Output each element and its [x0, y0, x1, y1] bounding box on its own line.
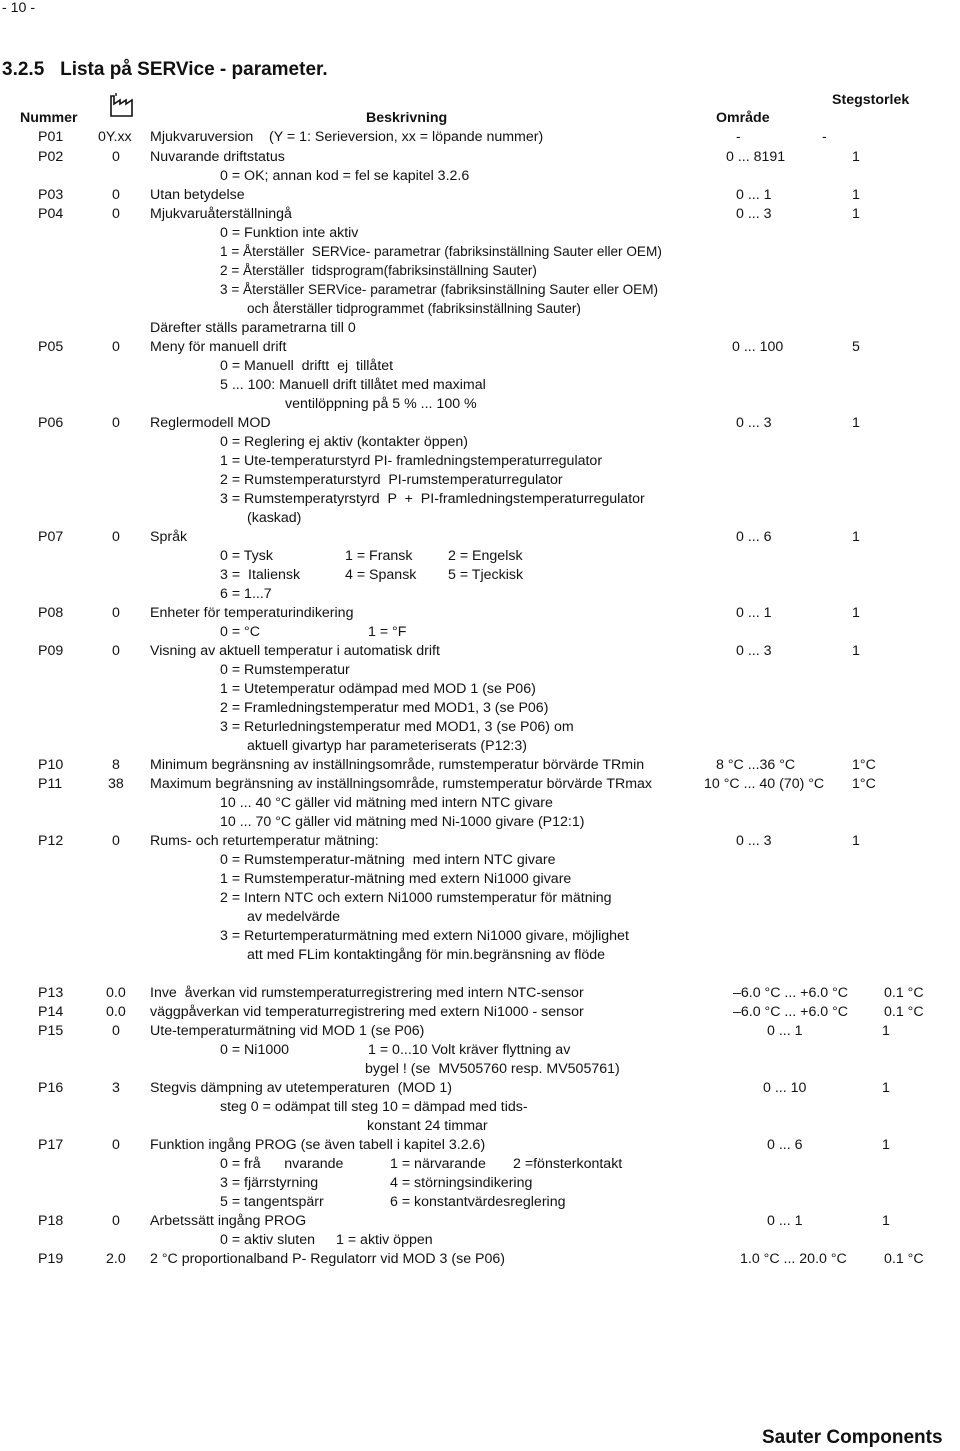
param-sub-line: och återställer tidprogrammet (fabriksinställning Sauter)	[247, 301, 581, 316]
param-sub-line: 0 = Ni1000	[220, 1042, 290, 1058]
param-default: 2.0	[106, 1251, 126, 1267]
param-default: 0	[112, 415, 120, 431]
factory-settings-icon	[108, 92, 140, 118]
param-range: -	[736, 129, 741, 145]
param-range: –6.0 °C ... +6.0 °C	[733, 1004, 849, 1020]
param-number: P19	[38, 1251, 64, 1267]
param-sub-line: 5 = Tjeckisk	[448, 567, 524, 583]
param-description: Nuvarande driftstatus	[150, 149, 285, 165]
param-default: 0	[112, 187, 120, 203]
param-description: Stegvis dämpning av utetemperaturen (MOD 1)	[150, 1080, 453, 1096]
param-default: 38	[108, 776, 124, 792]
param-sub-line: aktuell givartyp har parameteriserats (P12:3)	[247, 738, 527, 754]
param-number: P09	[38, 643, 64, 659]
param-range: 0 ... 1	[767, 1023, 803, 1039]
param-sub-line: 2 = Framledningstemperatur med MOD1, 3 (se P06)	[220, 700, 549, 716]
param-sub-line: 1 = °F	[368, 624, 407, 640]
param-step: 1	[852, 605, 860, 621]
column-header-nummer: Nummer	[20, 110, 78, 126]
param-description: Reglermodell MOD	[150, 415, 271, 431]
param-description: Rums- och returtemperatur mätning:	[150, 833, 379, 849]
param-step: 1	[882, 1023, 890, 1039]
param-sub-line: att med FLim kontaktingång för min.begränsning av flöde	[247, 947, 606, 963]
param-sub-line: Därefter ställs parametrarna till 0	[150, 320, 356, 336]
param-number: P03	[38, 187, 64, 203]
param-sub-line: 1 = Fransk	[345, 548, 413, 564]
param-number: P13	[38, 985, 64, 1001]
param-step: 1°C	[852, 757, 876, 773]
param-step: -	[822, 129, 827, 145]
param-default: 0	[112, 149, 120, 165]
param-sub-line: 5 ... 100: Manuell drift tillåtet med maximal	[220, 377, 486, 393]
param-range: 10 °C ... 40 (70) °C	[704, 776, 825, 792]
param-sub-line: steg 0 = odämpat till steg 10 = dämpad med tids-	[220, 1099, 528, 1115]
param-description: väggpåverkan vid temperaturregistrering med extern Ni1000 - sensor	[150, 1004, 584, 1020]
param-sub-line: 0 = Tysk	[220, 548, 273, 564]
param-default: 8	[112, 757, 120, 773]
param-sub-line: 1 = Rumstemperatur-mätning med extern Ni1000 givare	[220, 871, 572, 887]
param-sub-line: 0 = Manuell driftt ej tillåtet	[220, 358, 394, 374]
param-sub-line: 0 = Reglering ej aktiv (kontakter öppen)	[220, 434, 469, 450]
param-number: P02	[38, 149, 64, 165]
param-step: 1	[852, 529, 860, 545]
param-sub-line: konstant 24 timmar	[367, 1118, 488, 1134]
column-header-omrade: Område	[716, 110, 770, 126]
param-range: 0 ... 1	[736, 187, 772, 203]
param-sub-line: 3 = Rumstemperatyrstyrd P + PI-framledningstemperaturregulator	[220, 491, 645, 507]
param-description: Mjukvaruversion (Y = 1: Serieversion, xx = löpande nummer)	[150, 129, 544, 145]
param-range: 8 °C ...36 °C	[716, 757, 796, 773]
param-sub-line: 3 = Återställer SERVice- parametrar (fabriksinställning Sauter eller OEM)	[220, 282, 659, 297]
param-default: 0	[112, 339, 120, 355]
param-default: 0	[112, 206, 120, 222]
param-default: 0	[112, 1213, 120, 1229]
param-number: P06	[38, 415, 64, 431]
param-sub-line: 0 = Funktion inte aktiv	[220, 225, 359, 241]
param-default: 0.0	[106, 1004, 126, 1020]
param-sub-line: 0 = Rumstemperatur	[220, 662, 350, 678]
param-step: 1	[852, 206, 860, 222]
param-sub-line: 3 = Italiensk	[220, 567, 301, 583]
param-number: P10	[38, 757, 64, 773]
param-number: P15	[38, 1023, 64, 1039]
param-sub-line: 1 = Återställer SERVice- parametrar (fabriksinställning Sauter eller OEM)	[220, 244, 662, 259]
param-description: 2 °C proportionalband P- Regulatorr vid MOD 3 (se P06)	[150, 1251, 506, 1267]
param-range: 0 ... 3	[736, 833, 772, 849]
param-step: 0.1 °C	[884, 1004, 924, 1020]
param-description: Utan betydelse	[150, 187, 245, 203]
param-default: 0.0	[106, 985, 126, 1001]
page-number: - 10 -	[2, 0, 36, 16]
param-sub-line: 2 = Återställer tidsprogram(fabriksinställning Sauter)	[220, 263, 537, 278]
param-sub-line: 1 = Ute-temperaturstyrd PI- framledningstemperaturregulator	[220, 453, 603, 469]
param-range: –6.0 °C ... +6.0 °C	[733, 985, 849, 1001]
param-number: P05	[38, 339, 64, 355]
param-number: P07	[38, 529, 64, 545]
param-description: Minimum begränsning av inställningsområde, rumstemperatur börvärde TRmin	[150, 757, 645, 773]
param-description: Ute-temperaturmätning vid MOD 1 (se P06)	[150, 1023, 425, 1039]
param-step: 1	[882, 1213, 890, 1229]
param-sub-line: 3 = Returledningstemperatur med MOD1, 3 (se P06) om	[220, 719, 574, 735]
param-description: Arbetssätt ingång PROG	[150, 1213, 307, 1229]
param-sub-line: 1 = närvarande	[390, 1156, 486, 1172]
param-number: P14	[38, 1004, 64, 1020]
param-description: Visning av aktuell temperatur i automatisk drift	[150, 643, 440, 659]
param-description: Maximum begränsning av inställningsområde, rumstemperatur börvärde TRmax	[150, 776, 653, 792]
param-sub-line: 5 = tangentspärr	[220, 1194, 324, 1210]
param-range: 0 ... 10	[763, 1080, 807, 1096]
param-range: 0 ... 6	[767, 1137, 803, 1153]
param-sub-line: 2 = Intern NTC och extern Ni1000 rumstemperatur för mätning	[220, 890, 612, 906]
param-sub-line: 1 = aktiv öppen	[336, 1232, 433, 1248]
param-number: P04	[38, 206, 64, 222]
param-description: Språk	[150, 529, 188, 545]
param-step: 1	[852, 643, 860, 659]
param-sub-line: 4 = Spansk	[345, 567, 417, 583]
param-sub-line: 0 = frå nvarande	[220, 1156, 344, 1172]
param-sub-line: 2 =fönsterkontakt	[513, 1156, 623, 1172]
param-sub-line: bygel ! (se MV505760 resp. MV505761)	[365, 1061, 620, 1077]
param-sub-line: 1 = Utetemperatur odämpad med MOD 1 (se P06)	[220, 681, 536, 697]
section-heading: 3.2.5 Lista på SERVice - parameter.	[2, 59, 328, 80]
param-number: P16	[38, 1080, 64, 1096]
param-sub-line: 6 = konstantvärdesreglering	[390, 1194, 566, 1210]
param-step: 0.1 °C	[884, 1251, 924, 1267]
param-description: Mjukvaruåterställningå	[150, 206, 292, 222]
param-step: 1	[852, 833, 860, 849]
param-step: 1°C	[852, 776, 876, 792]
param-description: Enheter för temperaturindikering	[150, 605, 354, 621]
footer-company: Sauter Components	[762, 1427, 943, 1448]
param-sub-line: ventilöppning på 5 % ... 100 %	[285, 396, 477, 412]
param-description: Funktion ingång PROG (se även tabell i kapitel 3.2.6)	[150, 1137, 486, 1153]
param-default: 0	[112, 1137, 120, 1153]
param-sub-line: 1 = 0...10 Volt kräver flyttning av	[368, 1042, 571, 1058]
param-default: 0Y.xx	[98, 129, 132, 145]
param-number: P11	[38, 776, 63, 792]
param-number: P01	[38, 129, 64, 145]
param-number: P08	[38, 605, 64, 621]
param-step: 5	[852, 339, 860, 355]
param-sub-line: 0 = aktiv sluten	[220, 1232, 316, 1248]
param-range: 0 ... 100	[732, 339, 784, 355]
param-range: 0 ... 3	[736, 415, 772, 431]
param-sub-line: 4 = störningsindikering	[390, 1175, 533, 1191]
param-range: 0 ... 3	[736, 206, 772, 222]
param-range: 0 ... 6	[736, 529, 772, 545]
param-range: 0 ... 1	[736, 605, 772, 621]
param-description: Inve åverkan vid rumstemperaturregistrering med intern NTC-sensor	[150, 985, 584, 1001]
param-step: 1	[882, 1080, 890, 1096]
param-sub-line: 2 = Engelsk	[448, 548, 523, 564]
param-sub-line: (kaskad)	[247, 510, 302, 526]
param-sub-line: av medelvärde	[247, 909, 341, 925]
param-step: 0.1 °C	[884, 985, 924, 1001]
param-step: 1	[882, 1137, 890, 1153]
param-default: 0	[112, 605, 120, 621]
param-default: 0	[112, 1023, 120, 1039]
param-default: 3	[112, 1080, 120, 1096]
param-step: 1	[852, 415, 860, 431]
param-sub-line: 3 = fjärrstyrning	[220, 1175, 319, 1191]
param-sub-line: 6 = 1...7	[220, 586, 272, 602]
column-header-beskrivning: Beskrivning	[366, 110, 448, 126]
param-number: P17	[38, 1137, 64, 1153]
param-range: 0 ... 3	[736, 643, 772, 659]
column-header-stegstorlek: Stegstorlek	[832, 92, 910, 108]
param-number: P12	[38, 833, 64, 849]
param-description: Meny för manuell drift	[150, 339, 287, 355]
param-range: 0 ... 8191	[726, 149, 786, 165]
param-step: 1	[852, 187, 860, 203]
param-range: 0 ... 1	[767, 1213, 803, 1229]
param-sub-line: 10 ... 70 °C gäller vid mätning med Ni-1000 givare (P12:1)	[220, 814, 585, 830]
param-step: 1	[852, 149, 860, 165]
param-default: 0	[112, 833, 120, 849]
param-sub-line: 2 = Rumstemperaturstyrd PI-rumstemperaturregulator	[220, 472, 563, 488]
param-sub-line: 0 = °C	[220, 624, 260, 640]
param-sub-line: 0 = OK; annan kod = fel se kapitel 3.2.6	[220, 168, 470, 184]
param-default: 0	[112, 529, 120, 545]
param-sub-line: 3 = Returtemperaturmätning med extern Ni1000 givare, möjlighet	[220, 928, 629, 944]
param-default: 0	[112, 643, 120, 659]
param-sub-line: 10 ... 40 °C gäller vid mätning med intern NTC givare	[220, 795, 553, 811]
param-sub-line: 0 = Rumstemperatur-mätning med intern NTC givare	[220, 852, 556, 868]
param-range: 1.0 °C ... 20.0 °C	[740, 1251, 847, 1267]
param-number: P18	[38, 1213, 64, 1229]
